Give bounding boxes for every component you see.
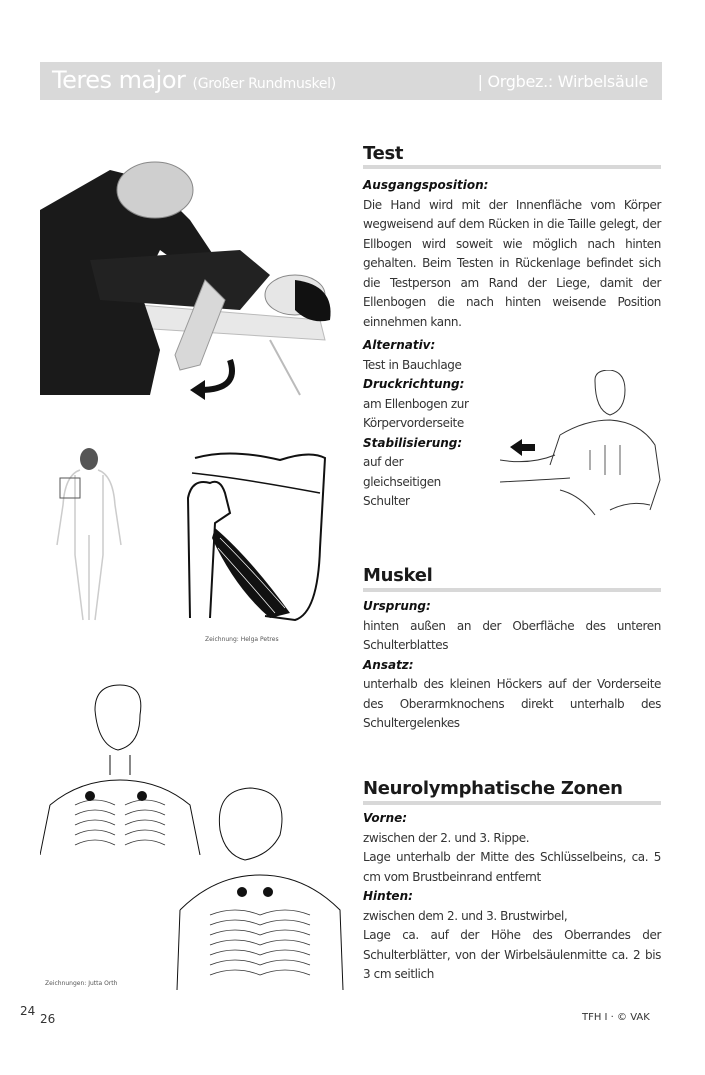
page-number-b: 26 (40, 1012, 56, 1026)
body-location-figure (45, 445, 135, 625)
ausgangsposition-text: Die Hand wird mit der Innenfläche vom Körper wegweisend auf dem Rücken in die Taille gelegt, der Ellbogen wird soweit wie möglich nach hinten gehalten. Beim Testen in Rückenlage befindet sich die Testperson am Rand der Liege, damit der Ellenbogen die nach hinten weisende Position einnehmen kann. (363, 197, 661, 329)
druckrichtung-line: Körpervorderseite (363, 416, 464, 430)
ausgangsposition-label: Ausgangsposition: (363, 178, 489, 192)
test-details (363, 336, 503, 512)
back-zone-left-dot (237, 887, 247, 897)
stabilisierung-line: auf der (363, 455, 404, 469)
section-title-test: Test (363, 143, 404, 164)
ursprung-text: hinten außen an der Oberfläche des unteren Schulterblattes (363, 618, 661, 652)
section-rule-muskel (363, 588, 661, 592)
header-bar (40, 62, 662, 100)
muscle-name: Teres major (52, 66, 186, 94)
ursprung-label: Ursprung: (363, 599, 431, 613)
section-title-muskel: Muskel (363, 565, 433, 586)
pressure-arrow-icon (510, 439, 535, 456)
back-view-test-drawing (500, 370, 665, 530)
vorne-line: Lage unterhalb der Mitte des Schlüsselbeins, ca. 5 cm vom Brustbeinrand entfernt (363, 850, 661, 884)
ansatz-label: Ansatz: (363, 657, 414, 672)
scapula-muscle-drawing (180, 448, 330, 623)
copyright-footer: TFH I · © VAK (582, 1012, 650, 1023)
section-rule-test (363, 165, 661, 169)
stabilisierung-line: gleichseitigen (363, 474, 441, 489)
back-zone-right-dot (263, 887, 273, 897)
hinten-label: Hinten: (363, 889, 413, 903)
test-ausgangsposition (363, 176, 661, 332)
muskel-content (363, 597, 661, 734)
front-zone-left-dot (85, 791, 95, 801)
organ-reference: | Orgbez.: Wirbelsäule (477, 72, 648, 91)
hinten-line: Lage ca. auf der Höhe des Oberrandes der Schulterblätter, von der Wirbelsäulenmitte ca. 2 bis 3 cm seitlich (363, 928, 661, 981)
back-torso-drawing (175, 780, 345, 990)
vorne-label: Vorne: (363, 811, 408, 825)
section-rule-neuro (363, 801, 661, 805)
alternativ-label: Alternativ: (363, 338, 436, 352)
front-zone-right-dot (137, 791, 147, 801)
torso-drawings-caption: Zeichnungen: Jutta Orth (45, 980, 118, 987)
druckrichtung-line: am Ellenbogen zur (363, 396, 469, 411)
stabilisierung-line: Schulter (363, 494, 410, 508)
vorne-line: zwischen der 2. und 3. Rippe. (363, 830, 530, 845)
ansatz-text: unterhalb des kleinen Höckers auf der Vorderseite des Oberarmknochens direkt unterhalb des Schultergelenkes (363, 677, 661, 730)
shoulder-highlight-box (60, 478, 80, 498)
scapula-drawing-caption: Zeichnung: Helga Petres (205, 636, 279, 643)
section-title-neuro: Neurolymphatische Zonen (363, 778, 623, 799)
muscle-title (52, 66, 336, 94)
druckrichtung-label: Druckrichtung: (363, 377, 465, 391)
hinten-line: zwischen dem 2. und 3. Brustwirbel, (363, 908, 568, 923)
stabilisierung-label: Stabilisierung: (363, 435, 463, 450)
test-photo (40, 150, 340, 400)
page-number-a: 24 (20, 1004, 36, 1018)
alternativ-text: Test in Bauchlage (363, 357, 462, 372)
neuro-content (363, 809, 661, 985)
muscle-german-name: (Großer Rundmuskel) (192, 76, 336, 92)
